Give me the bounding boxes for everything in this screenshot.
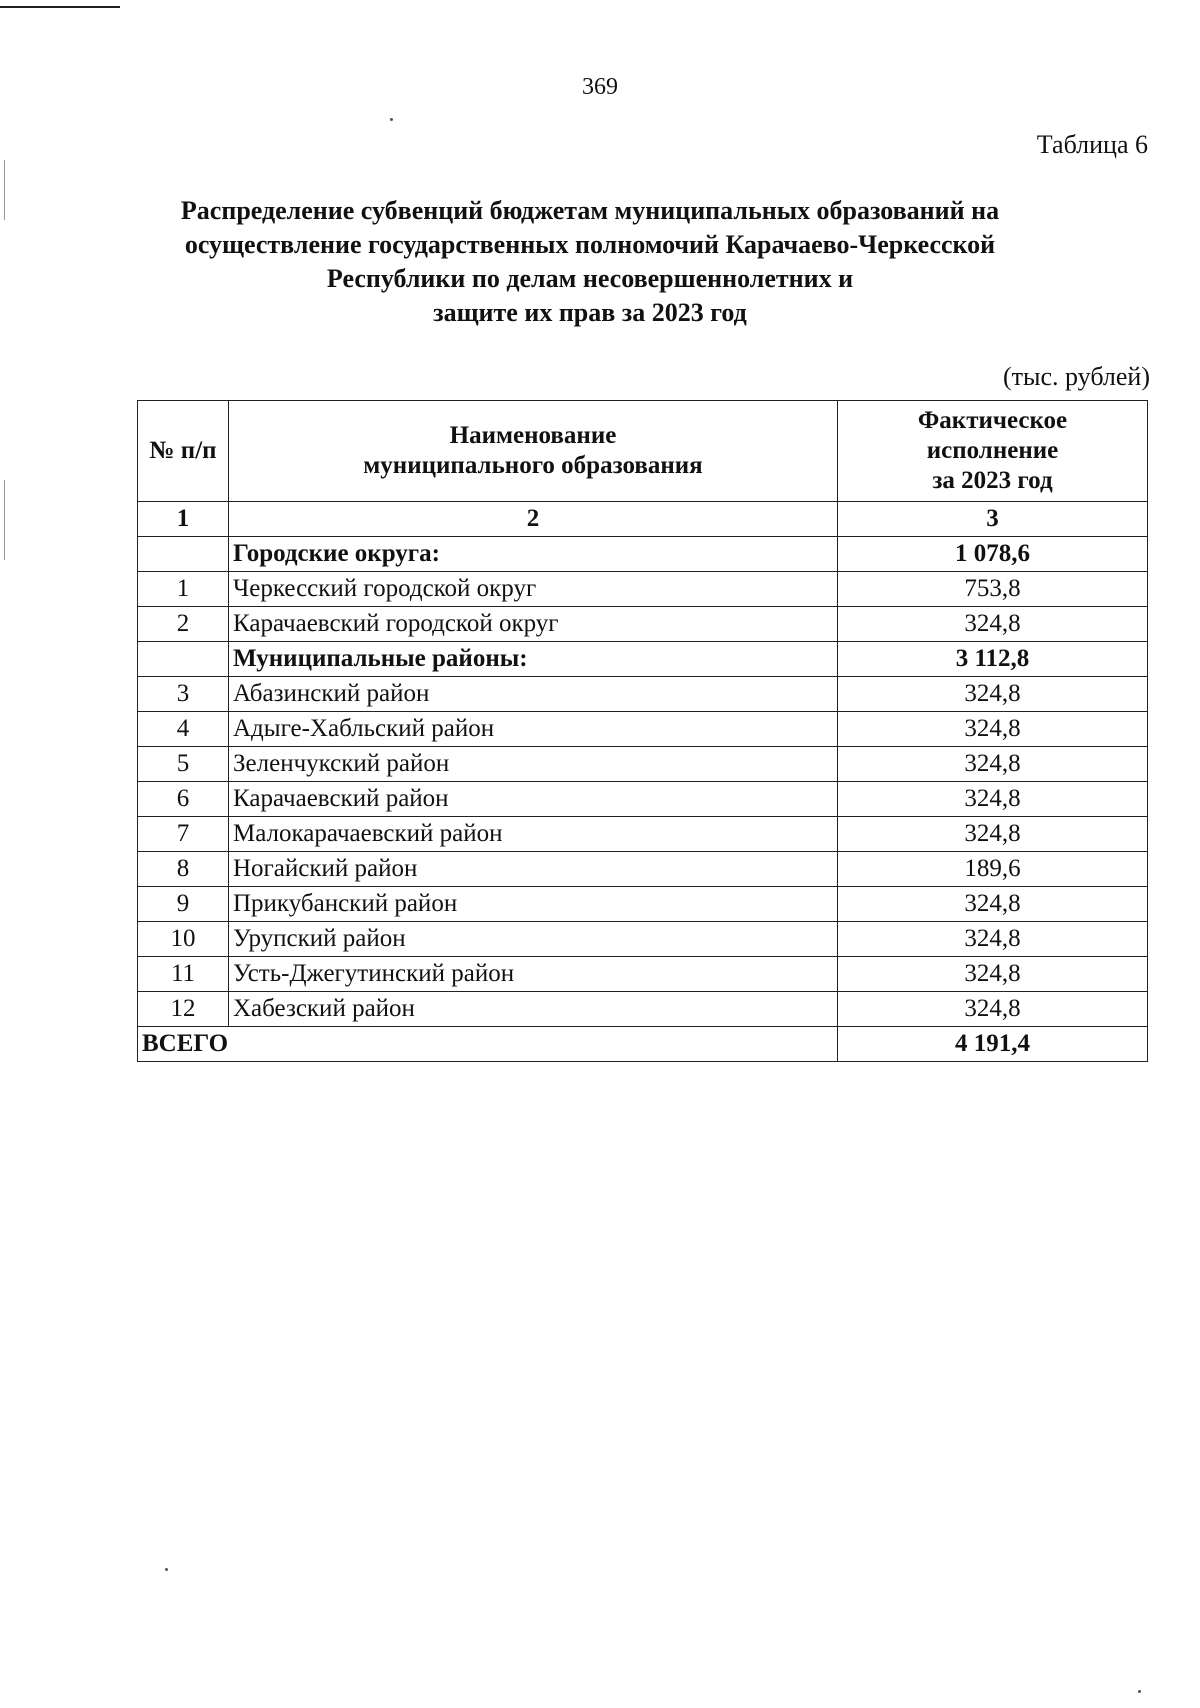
table-row bbox=[138, 922, 1148, 957]
row-name: Городские округа: bbox=[229, 537, 838, 572]
row-name: Ногайский район bbox=[229, 852, 838, 887]
row-value: 324,8 bbox=[838, 957, 1148, 992]
total-label: ВСЕГО bbox=[138, 1027, 838, 1062]
header-value-line: Фактическое bbox=[917, 407, 1068, 434]
subvention-table bbox=[137, 400, 1148, 1062]
scan-speck bbox=[390, 118, 393, 121]
table-row bbox=[138, 747, 1148, 782]
row-name: Адыге-Хабльский район bbox=[229, 712, 838, 747]
row-number: 8 bbox=[138, 852, 229, 887]
row-value: 324,8 bbox=[838, 747, 1148, 782]
table-row bbox=[138, 957, 1148, 992]
row-name: Зеленчукский район bbox=[229, 747, 838, 782]
row-number bbox=[138, 537, 229, 572]
row-number: 12 bbox=[138, 992, 229, 1027]
scan-edge-mark bbox=[4, 160, 5, 220]
table-row bbox=[138, 677, 1148, 712]
column-index: 3 bbox=[838, 502, 1148, 537]
table-row bbox=[138, 712, 1148, 747]
total-row bbox=[138, 1027, 1148, 1062]
row-value: 324,8 bbox=[838, 817, 1148, 852]
row-number: 7 bbox=[138, 817, 229, 852]
table-header-row bbox=[138, 401, 1148, 502]
column-index: 2 bbox=[229, 502, 838, 537]
row-name: Прикубанский район bbox=[229, 887, 838, 922]
row-value: 324,8 bbox=[838, 607, 1148, 642]
header-name-line: Наименование bbox=[449, 422, 617, 449]
group-row bbox=[138, 642, 1148, 677]
row-value: 324,8 bbox=[838, 712, 1148, 747]
row-number: 3 bbox=[138, 677, 229, 712]
row-name: Карачаевский городской округ bbox=[229, 607, 838, 642]
row-name: Урупский район bbox=[229, 922, 838, 957]
row-number: 5 bbox=[138, 747, 229, 782]
row-number: 1 bbox=[138, 572, 229, 607]
row-number bbox=[138, 642, 229, 677]
row-value: 324,8 bbox=[838, 922, 1148, 957]
table-row bbox=[138, 572, 1148, 607]
row-name: Хабезский район bbox=[229, 992, 838, 1027]
row-number: 6 bbox=[138, 782, 229, 817]
header-num: № п/п bbox=[138, 401, 229, 502]
scan-speck bbox=[165, 1568, 168, 1571]
table-row bbox=[138, 817, 1148, 852]
header-value-line: исполнение bbox=[926, 437, 1059, 464]
table-row bbox=[138, 992, 1148, 1027]
table-body bbox=[138, 537, 1148, 1027]
row-name: Муниципальные районы: bbox=[229, 642, 838, 677]
row-value: 324,8 bbox=[838, 992, 1148, 1027]
table-row bbox=[138, 607, 1148, 642]
row-name: Малокарачаевский район bbox=[229, 817, 838, 852]
scan-edge-mark bbox=[4, 480, 5, 560]
table-row bbox=[138, 782, 1148, 817]
table-row bbox=[138, 852, 1148, 887]
title-line: Республики по делам несовершеннолетних и bbox=[326, 264, 854, 293]
scan-speck bbox=[1138, 1690, 1141, 1693]
group-row bbox=[138, 537, 1148, 572]
column-index-row bbox=[138, 502, 1148, 537]
row-number: 4 bbox=[138, 712, 229, 747]
row-value: 324,8 bbox=[838, 887, 1148, 922]
row-number: 9 bbox=[138, 887, 229, 922]
title-line: защите их прав за 2023 год bbox=[433, 298, 747, 327]
header-value-line: за 2023 год bbox=[932, 467, 1053, 494]
row-number: 10 bbox=[138, 922, 229, 957]
table-label: Таблица 6 bbox=[1036, 130, 1148, 159]
row-number: 2 bbox=[138, 607, 229, 642]
row-value: 324,8 bbox=[838, 782, 1148, 817]
row-value: 1 078,6 bbox=[838, 537, 1148, 572]
scan-corner-line bbox=[0, 6, 120, 8]
header-name bbox=[229, 401, 838, 502]
row-name: Усть-Джегутинский район bbox=[229, 957, 838, 992]
header-value bbox=[838, 401, 1148, 502]
row-value: 189,6 bbox=[838, 852, 1148, 887]
row-value: 324,8 bbox=[838, 677, 1148, 712]
row-name: Карачаевский район bbox=[229, 782, 838, 817]
row-number: 11 bbox=[138, 957, 229, 992]
header-name-line: муниципального образования bbox=[363, 452, 703, 479]
row-name: Черкесский городской округ bbox=[229, 572, 838, 607]
column-index: 1 bbox=[138, 502, 229, 537]
row-name: Абазинский район bbox=[229, 677, 838, 712]
document-title bbox=[140, 194, 1040, 330]
row-value: 753,8 bbox=[838, 572, 1148, 607]
row-value: 3 112,8 bbox=[838, 642, 1148, 677]
title-line: Распределение субвенций бюджетам муниципальных образований на bbox=[180, 196, 1000, 225]
total-value: 4 191,4 bbox=[838, 1027, 1148, 1062]
page-number: 369 bbox=[582, 74, 618, 100]
title-line: осуществление государственных полномочий Карачаево-Черкесской bbox=[184, 230, 996, 259]
table-row bbox=[138, 887, 1148, 922]
units-note: (тыс. рублей) bbox=[1002, 362, 1150, 391]
